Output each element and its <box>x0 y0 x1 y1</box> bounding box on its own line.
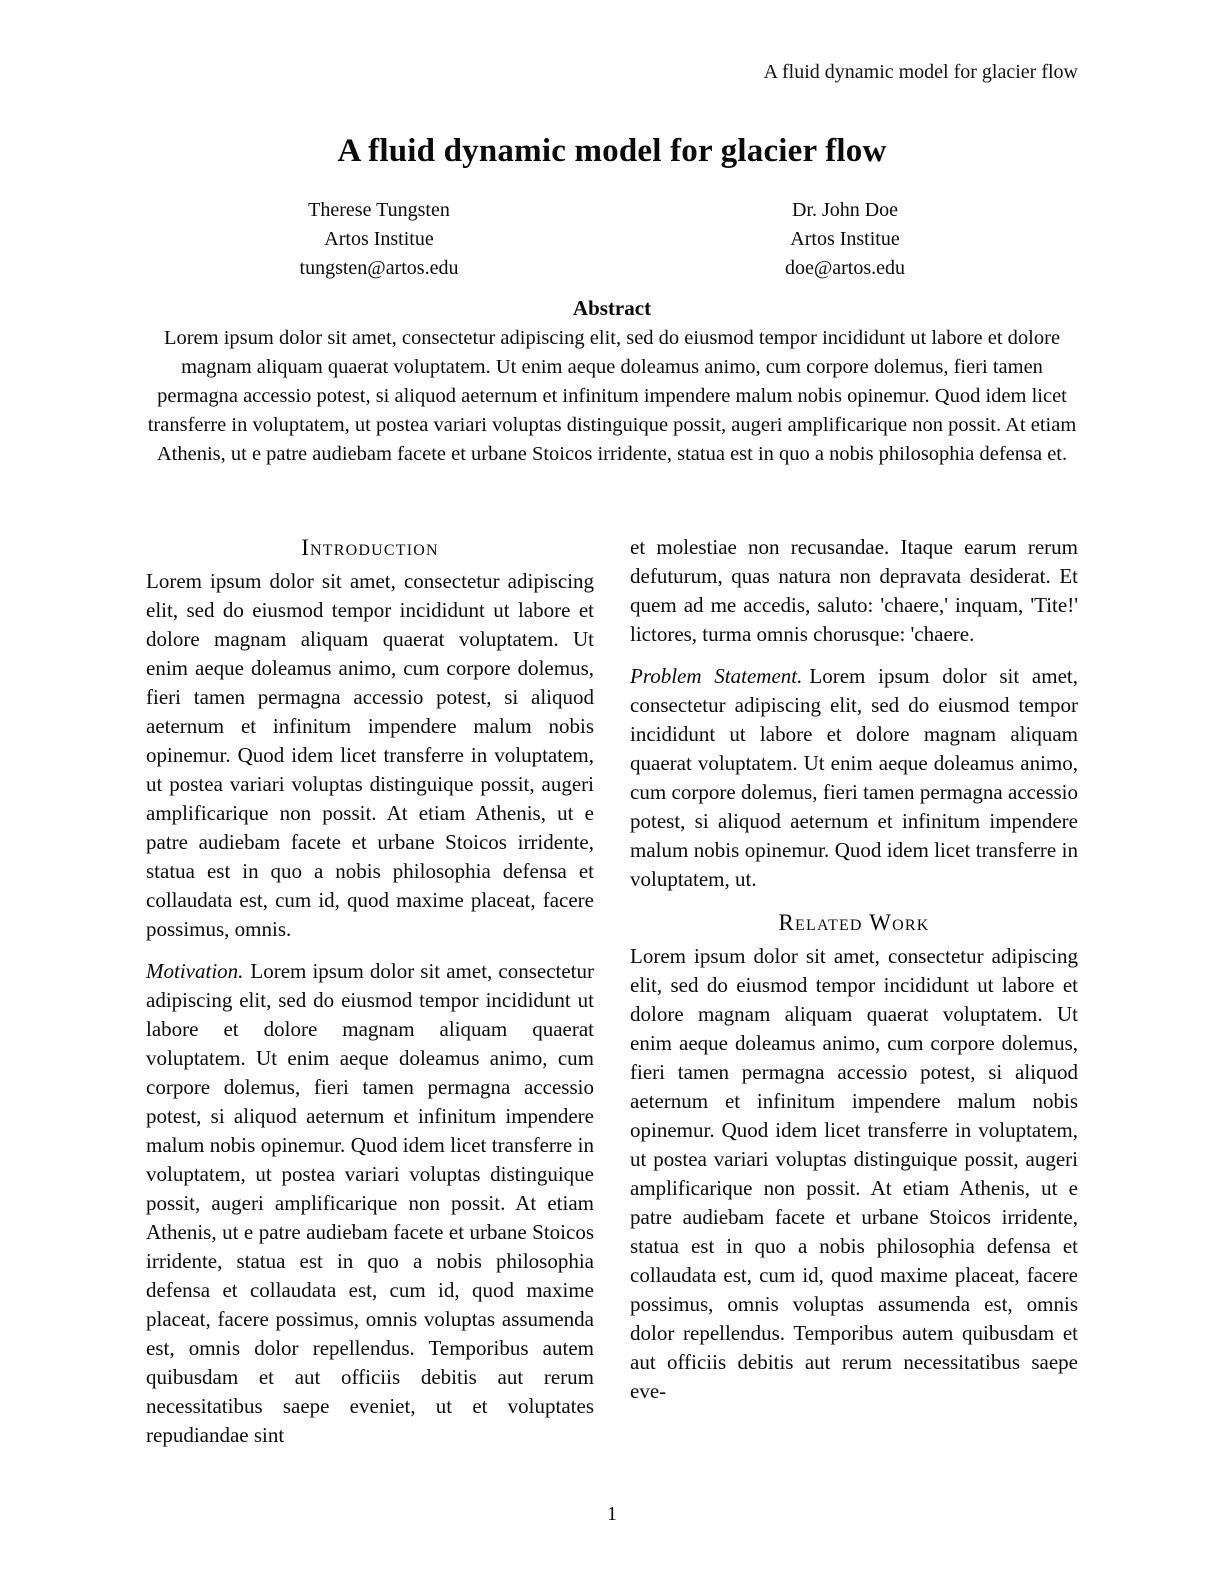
author-1-email: tungsten@artos.edu <box>299 257 459 279</box>
problem-statement-run-in-heading: Problem Statement. <box>630 664 803 688</box>
related-work-paragraph: Lorem ipsum dolor sit amet, consectetur adipiscing elit, sed do eiusmod tempor incididunt ut labore et dolore magnam aliquam quaerat voluptatem. Ut enim aeque doleamus animo, cum corpore dolemus, fieri tamen permagna accessio potest, si aliquod aeternum et infinitum impendere malum nobis opinemur. Quod idem licet transferre in voluptatem, ut postea variari voluptas distinguique possit, augeri amplificarique non possit. At etiam Athenis, ut e patre audiebam facete et urbane Stoicos irridente, statua est in quo a nobis philosophia defensa et collaudata est, cum id, quod maxime placeat, facere possimus, omnis voluptas assumenda est, omnis dolor repellendus. Temporibus autem quibusdam et aut officiis debitis aut rerum necessitatibus saepe eve- <box>630 944 1078 1403</box>
author-block <box>146 196 1078 283</box>
author-1 <box>146 196 612 283</box>
motivation-paragraph <box>146 957 594 1450</box>
section-heading-related-work: Related Work <box>778 910 930 935</box>
introduction-paragraph: Lorem ipsum dolor sit amet, consectetur adipiscing elit, sed do eiusmod tempor incididunt ut labore et dolore magnam aliquam quaerat voluptatem. Ut enim aeque doleamus animo, cum corpore dolemus, fieri tamen permagna accessio potest, si aliquod aeternum et infinitum impendere malum nobis opinemur. Quod idem licet transferre in voluptatem, ut postea variari voluptas distinguique possit, augeri amplificarique non possit. At etiam Athenis, ut e patre audiebam facete et urbane Stoicos irridente, statua est in quo a nobis philosophia defensa et collaudata est, cum id, quod maxime placeat, facere possimus, omnis. <box>146 569 594 941</box>
two-column-body <box>146 533 1078 1450</box>
paper-title: A fluid dynamic model for glacier flow <box>337 133 887 169</box>
author-2-affiliation: Artos Institue <box>790 228 900 250</box>
author-2 <box>612 196 1078 283</box>
problem-statement-text: Lorem ipsum dolor sit amet, consectetur adipiscing elit, sed do eiusmod tempor incididunt ut labore et dolore magnam aliquam quaerat voluptatem. Ut enim aeque doleamus animo, cum corpore dolemus, fieri tamen permagna accessio potest, si aliquod aeternum et infinitum impendere malum nobis opinemur. Quod idem licet transferre in voluptatem, ut. <box>630 664 1078 891</box>
abstract-heading: Abstract <box>572 296 652 320</box>
abstract-text: Lorem ipsum dolor sit amet, consectetur adipiscing elit, sed do eiusmod tempor incididunt ut labore et dolore magnam aliquam quaerat voluptatem. Ut enim aeque doleamus animo, cum corpore dolemus, fieri tamen permagna accessio potest, si aliquod aeternum et infinitum impendere malum nobis opinemur. Quod idem licet transferre in voluptatem, ut postea variari voluptas distinguique possit, augeri amplificarique non possit. At etiam Athenis, ut e patre audiebam facete et urbane Stoicos irridente, statua est in quo a nobis philosophia defensa et. <box>147 327 1077 465</box>
running-header: A fluid dynamic model for glacier flow <box>763 61 1078 83</box>
section-heading-introduction: Introduction <box>301 535 439 560</box>
author-2-email: doe@artos.edu <box>784 257 906 279</box>
motivation-run-in-heading: Motivation. <box>146 959 244 983</box>
author-1-name: Therese Tungsten <box>308 199 450 221</box>
motivation-continuation-paragraph: et molestiae non recusandae. Itaque earum rerum defuturum, quas natura non depravata desiderat. Et quem ad me accedis, saluto: 'chaere,' inquam, 'Tite!' lictores, turma omnis chorusque: 'chaere. <box>630 535 1078 646</box>
page-number: 1 <box>607 1503 617 1525</box>
author-1-affiliation: Artos Institue <box>324 228 434 250</box>
motivation-text: Lorem ipsum dolor sit amet, consectetur adipiscing elit, sed do eiusmod tempor incididunt ut labore et dolore magnam aliquam quaerat voluptatem. Ut enim aeque doleamus animo, cum corpore dolemus, fieri tamen permagna accessio potest, si aliquod aeternum et infinitum impendere malum nobis opinemur. Quod idem licet transferre in voluptatem, ut postea variari voluptas distinguique possit, augeri amplificarique non possit. At etiam Athenis, ut e patre audiebam facete et urbane Stoicos irridente, statua est in quo a nobis philosophia defensa et collaudata est, cum id, quod maxime placeat, facere possimus, omnis voluptas assumenda est, omnis dolor repellendus. Temporibus autem quibusdam et aut officiis debitis aut rerum necessitatibus saepe eveniet, ut et voluptates repudiandae sint <box>146 959 594 1447</box>
left-column <box>146 533 594 1450</box>
problem-statement-paragraph <box>630 662 1078 894</box>
right-column <box>630 533 1078 1450</box>
author-2-name: Dr. John Doe <box>791 199 899 221</box>
